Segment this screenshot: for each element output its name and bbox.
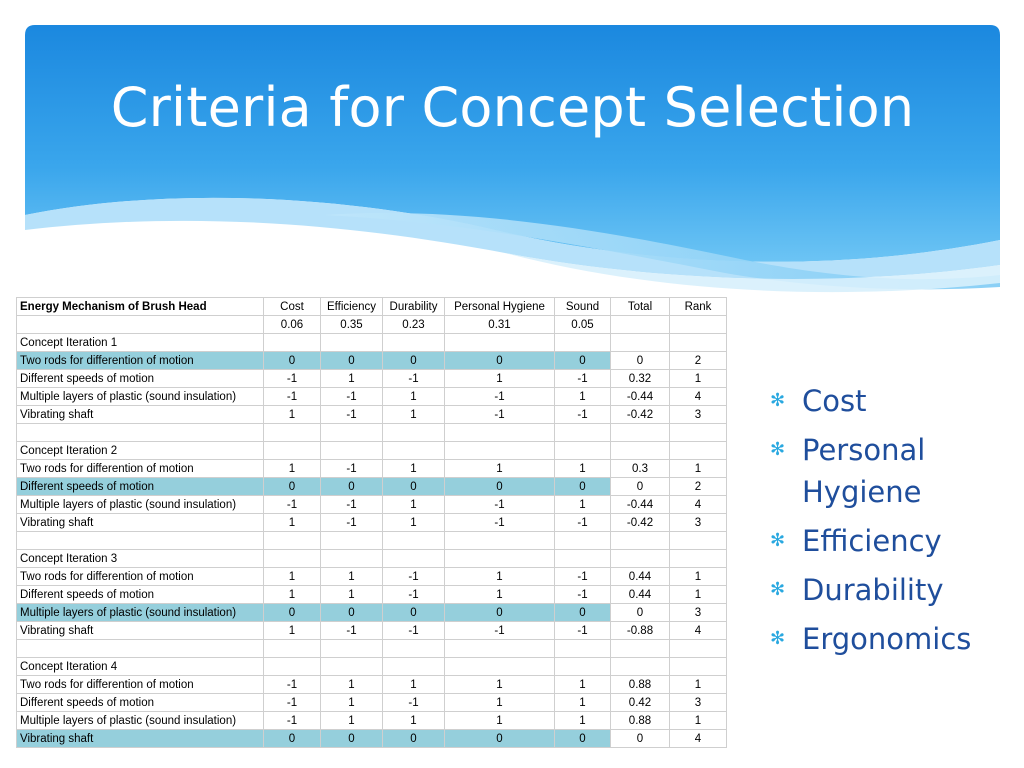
criteria-bullet-list	[770, 380, 1020, 667]
table-row-label	[17, 316, 264, 334]
table-cell: 2	[670, 478, 727, 496]
table-cell: 3	[670, 604, 727, 622]
table-cell	[321, 442, 383, 460]
table-cell: 1	[383, 406, 445, 424]
table-row	[17, 460, 727, 478]
table-cell: Total	[611, 298, 670, 316]
table-cell: -1	[555, 370, 611, 388]
table-row	[17, 496, 727, 514]
table-cell: 0	[321, 730, 383, 748]
table-row-label: Energy Mechanism of Brush Head	[17, 298, 264, 316]
table-cell: -0.42	[611, 514, 670, 532]
table-row	[17, 622, 727, 640]
table-cell: 1	[264, 460, 321, 478]
table-cell: 0.35	[321, 316, 383, 334]
table-cell	[611, 658, 670, 676]
table-cell: 0	[611, 478, 670, 496]
table-cell: 1	[264, 514, 321, 532]
table-cell: -1	[383, 622, 445, 640]
table-cell	[445, 532, 555, 550]
table-cell: -1	[321, 514, 383, 532]
table-cell	[555, 334, 611, 352]
table-cell: -1	[264, 694, 321, 712]
table-cell: 1	[555, 460, 611, 478]
table-cell: -1	[383, 586, 445, 604]
table-cell: -1	[383, 694, 445, 712]
table-cell: 1	[670, 568, 727, 586]
table-cell	[670, 640, 727, 658]
bullet-asterisk-icon: ✻	[770, 439, 786, 460]
table-cell: 0.32	[611, 370, 670, 388]
table-cell	[611, 532, 670, 550]
table-row	[17, 712, 727, 730]
table-cell	[611, 442, 670, 460]
table-cell: 1	[321, 676, 383, 694]
slide-title: Criteria for Concept Selection	[110, 76, 915, 139]
table-row-label: Vibrating shaft	[17, 622, 264, 640]
table-cell: 1	[383, 712, 445, 730]
table-row-label: Concept Iteration 3	[17, 550, 264, 568]
table-cell: 0	[264, 478, 321, 496]
table-cell	[321, 658, 383, 676]
table-cell: 1	[445, 676, 555, 694]
table-cell: 1	[264, 586, 321, 604]
table-cell	[383, 442, 445, 460]
table-cell: 1	[445, 586, 555, 604]
table-cell	[321, 532, 383, 550]
table-row-label: Two rods for differention of motion	[17, 568, 264, 586]
table-cell: 0	[445, 604, 555, 622]
table-row	[17, 550, 727, 568]
table-cell: -1	[264, 712, 321, 730]
table-cell	[670, 316, 727, 334]
table-cell	[264, 424, 321, 442]
table-cell: -1	[383, 568, 445, 586]
table-row	[17, 658, 727, 676]
table-cell	[670, 334, 727, 352]
table-cell	[445, 640, 555, 658]
table-row	[17, 532, 727, 550]
table-cell: -1	[321, 460, 383, 478]
table-cell: 0	[611, 604, 670, 622]
table-cell: -1	[445, 406, 555, 424]
title-banner	[25, 25, 1000, 315]
table-cell: -1	[445, 388, 555, 406]
table-cell: 1	[670, 676, 727, 694]
table-cell: 1	[264, 406, 321, 424]
table-cell: -1	[445, 514, 555, 532]
table-cell: 0	[555, 478, 611, 496]
table-cell: -1	[445, 496, 555, 514]
bullet-asterisk-icon: ✻	[770, 628, 786, 649]
table-row-label: Two rods for differention of motion	[17, 460, 264, 478]
table-cell: 2	[670, 352, 727, 370]
table-row-label: Multiple layers of plastic (sound insulation)	[17, 604, 264, 622]
table-cell: 1	[321, 694, 383, 712]
bullet-text: Personal Hygiene	[802, 433, 926, 509]
table-cell	[383, 532, 445, 550]
table-cell	[555, 658, 611, 676]
table-cell: 4	[670, 622, 727, 640]
table-cell: 0.44	[611, 586, 670, 604]
table-cell: 1	[321, 370, 383, 388]
table-cell: 0	[555, 730, 611, 748]
table-row	[17, 334, 727, 352]
bullet-item	[770, 569, 1020, 611]
table-cell: 1	[555, 496, 611, 514]
table-cell: 1	[555, 712, 611, 730]
table-cell: 0	[383, 478, 445, 496]
table-cell: 1	[383, 460, 445, 478]
table-cell: 1	[670, 712, 727, 730]
table-cell	[445, 424, 555, 442]
table-cell: 1	[555, 388, 611, 406]
bullet-text: Cost	[802, 384, 867, 418]
table-cell: -1	[264, 496, 321, 514]
table-row	[17, 370, 727, 388]
table-cell: 0	[611, 352, 670, 370]
table-cell: 0	[264, 604, 321, 622]
table-cell: -1	[321, 406, 383, 424]
bullet-item	[770, 380, 1020, 422]
table-row	[17, 514, 727, 532]
bullet-item	[770, 429, 1020, 513]
table-cell: -0.44	[611, 496, 670, 514]
table-cell: 0	[321, 478, 383, 496]
table-cell: 1	[383, 496, 445, 514]
table-row-label	[17, 640, 264, 658]
table-row	[17, 406, 727, 424]
table-cell	[383, 640, 445, 658]
table-cell: 4	[670, 730, 727, 748]
table-cell: 3	[670, 694, 727, 712]
table-cell	[321, 424, 383, 442]
table-cell	[555, 424, 611, 442]
table-cell: 1	[445, 568, 555, 586]
table-cell: -1	[321, 388, 383, 406]
table-cell	[670, 658, 727, 676]
table-cell: 0.31	[445, 316, 555, 334]
table-cell: Personal Hygiene	[445, 298, 555, 316]
table-cell	[264, 442, 321, 460]
table-cell	[555, 550, 611, 568]
table-cell	[445, 658, 555, 676]
table-cell: 1	[670, 460, 727, 478]
table-cell	[670, 424, 727, 442]
table-cell: 0	[555, 352, 611, 370]
bullet-text: Ergonomics	[802, 622, 972, 656]
table-row	[17, 568, 727, 586]
table-cell: 3	[670, 406, 727, 424]
table-cell: -1	[264, 388, 321, 406]
table-cell: 0	[383, 604, 445, 622]
table-row	[17, 604, 727, 622]
table-cell	[264, 640, 321, 658]
table-row-label	[17, 532, 264, 550]
table-cell: 1	[264, 622, 321, 640]
table-cell: 0	[321, 352, 383, 370]
bullet-asterisk-icon: ✻	[770, 390, 786, 411]
table-cell: 0	[383, 352, 445, 370]
table-cell: -1	[555, 568, 611, 586]
table-cell: 0.06	[264, 316, 321, 334]
table-row-label: Multiple layers of plastic (sound insulation)	[17, 712, 264, 730]
table-cell: 0.88	[611, 676, 670, 694]
concept-selection-table	[16, 297, 727, 748]
table-cell: 1	[445, 712, 555, 730]
table-cell: 0	[264, 730, 321, 748]
table-cell	[611, 334, 670, 352]
table-weights-row	[17, 316, 727, 334]
table-cell	[321, 334, 383, 352]
table-row-label: Vibrating shaft	[17, 730, 264, 748]
table-row	[17, 442, 727, 460]
table-header-row	[17, 298, 727, 316]
table-cell: 0.3	[611, 460, 670, 478]
table-cell	[383, 658, 445, 676]
table-cell	[321, 550, 383, 568]
table-cell	[445, 550, 555, 568]
table-cell	[555, 640, 611, 658]
table-cell: 1	[555, 676, 611, 694]
table-cell: -1	[321, 496, 383, 514]
table-cell: 0.44	[611, 568, 670, 586]
table-cell: 4	[670, 388, 727, 406]
table-cell	[321, 640, 383, 658]
table-cell: -0.44	[611, 388, 670, 406]
table-cell: -0.42	[611, 406, 670, 424]
bullet-text: Efficiency	[802, 524, 942, 558]
table-cell	[611, 640, 670, 658]
bullet-asterisk-icon: ✻	[770, 530, 786, 551]
table-cell: 0	[445, 730, 555, 748]
table-row-label: Vibrating shaft	[17, 406, 264, 424]
table-row	[17, 586, 727, 604]
table-cell	[264, 532, 321, 550]
table-cell: 1	[321, 568, 383, 586]
table-cell: 0	[445, 478, 555, 496]
table-cell: Efficiency	[321, 298, 383, 316]
table-cell	[611, 316, 670, 334]
table-row	[17, 352, 727, 370]
table-cell: 1	[445, 460, 555, 478]
table-row-label: Concept Iteration 4	[17, 658, 264, 676]
table-cell: -1	[555, 406, 611, 424]
table-cell: -1	[383, 370, 445, 388]
table-cell: 1	[555, 694, 611, 712]
table-cell: 4	[670, 496, 727, 514]
table-cell: Sound	[555, 298, 611, 316]
table-cell: 0.05	[555, 316, 611, 334]
table-cell	[445, 334, 555, 352]
table-cell: 1	[264, 568, 321, 586]
table-cell: 1	[670, 586, 727, 604]
table-cell: 1	[383, 388, 445, 406]
table-row-label: Different speeds of motion	[17, 478, 264, 496]
table-cell: 0	[321, 604, 383, 622]
table-cell	[555, 532, 611, 550]
table-cell	[670, 550, 727, 568]
table-cell: Cost	[264, 298, 321, 316]
table-cell: 1	[321, 586, 383, 604]
table-cell	[264, 334, 321, 352]
table-row	[17, 730, 727, 748]
table-cell	[611, 424, 670, 442]
table-cell: 1	[383, 514, 445, 532]
table-cell: 1	[383, 676, 445, 694]
table-cell	[555, 442, 611, 460]
table-cell	[383, 550, 445, 568]
table-row-label: Multiple layers of plastic (sound insulation)	[17, 496, 264, 514]
table-row	[17, 640, 727, 658]
table-cell: 0.88	[611, 712, 670, 730]
table-row	[17, 388, 727, 406]
table-row-label: Concept Iteration 1	[17, 334, 264, 352]
bullet-item	[770, 618, 1020, 660]
table-cell	[670, 442, 727, 460]
table-row-label: Different speeds of motion	[17, 694, 264, 712]
table-cell: -1	[264, 676, 321, 694]
table-cell: 0.23	[383, 316, 445, 334]
table-cell: -1	[264, 370, 321, 388]
table-row-label: Vibrating shaft	[17, 514, 264, 532]
table-cell	[383, 334, 445, 352]
table-cell	[264, 658, 321, 676]
table-row	[17, 424, 727, 442]
table-cell: Rank	[670, 298, 727, 316]
table-row	[17, 694, 727, 712]
table-row-label: Concept Iteration 2	[17, 442, 264, 460]
table-cell	[670, 532, 727, 550]
bullet-item	[770, 520, 1020, 562]
table-cell: 1	[445, 694, 555, 712]
table-row	[17, 676, 727, 694]
table-cell	[611, 550, 670, 568]
table-cell: Durability	[383, 298, 445, 316]
table-cell: -1	[321, 622, 383, 640]
table-cell	[445, 442, 555, 460]
table-cell: 1	[670, 370, 727, 388]
banner-wave-graphic	[25, 25, 1000, 315]
table-cell: 0	[611, 730, 670, 748]
table-row-label	[17, 424, 264, 442]
table-cell: 0.42	[611, 694, 670, 712]
table-row	[17, 478, 727, 496]
table-cell: -1	[555, 586, 611, 604]
table-cell: -1	[555, 514, 611, 532]
table-row-label: Multiple layers of plastic (sound insulation)	[17, 388, 264, 406]
table-cell: -1	[445, 622, 555, 640]
table-cell: 1	[445, 370, 555, 388]
table-cell: 1	[321, 712, 383, 730]
table-row-label: Different speeds of motion	[17, 586, 264, 604]
table-cell: 0	[445, 352, 555, 370]
table-cell: 3	[670, 514, 727, 532]
bullet-asterisk-icon: ✻	[770, 579, 786, 600]
table-row-label: Two rods for differention of motion	[17, 676, 264, 694]
bullet-text: Durability	[802, 573, 944, 607]
table-cell: 0	[383, 730, 445, 748]
table-cell	[264, 550, 321, 568]
table-cell: 0	[264, 352, 321, 370]
table-row-label: Two rods for differention of motion	[17, 352, 264, 370]
table-cell: -1	[555, 622, 611, 640]
table-cell: -0.88	[611, 622, 670, 640]
table-row-label: Different speeds of motion	[17, 370, 264, 388]
table-cell	[383, 424, 445, 442]
table-cell: 0	[555, 604, 611, 622]
